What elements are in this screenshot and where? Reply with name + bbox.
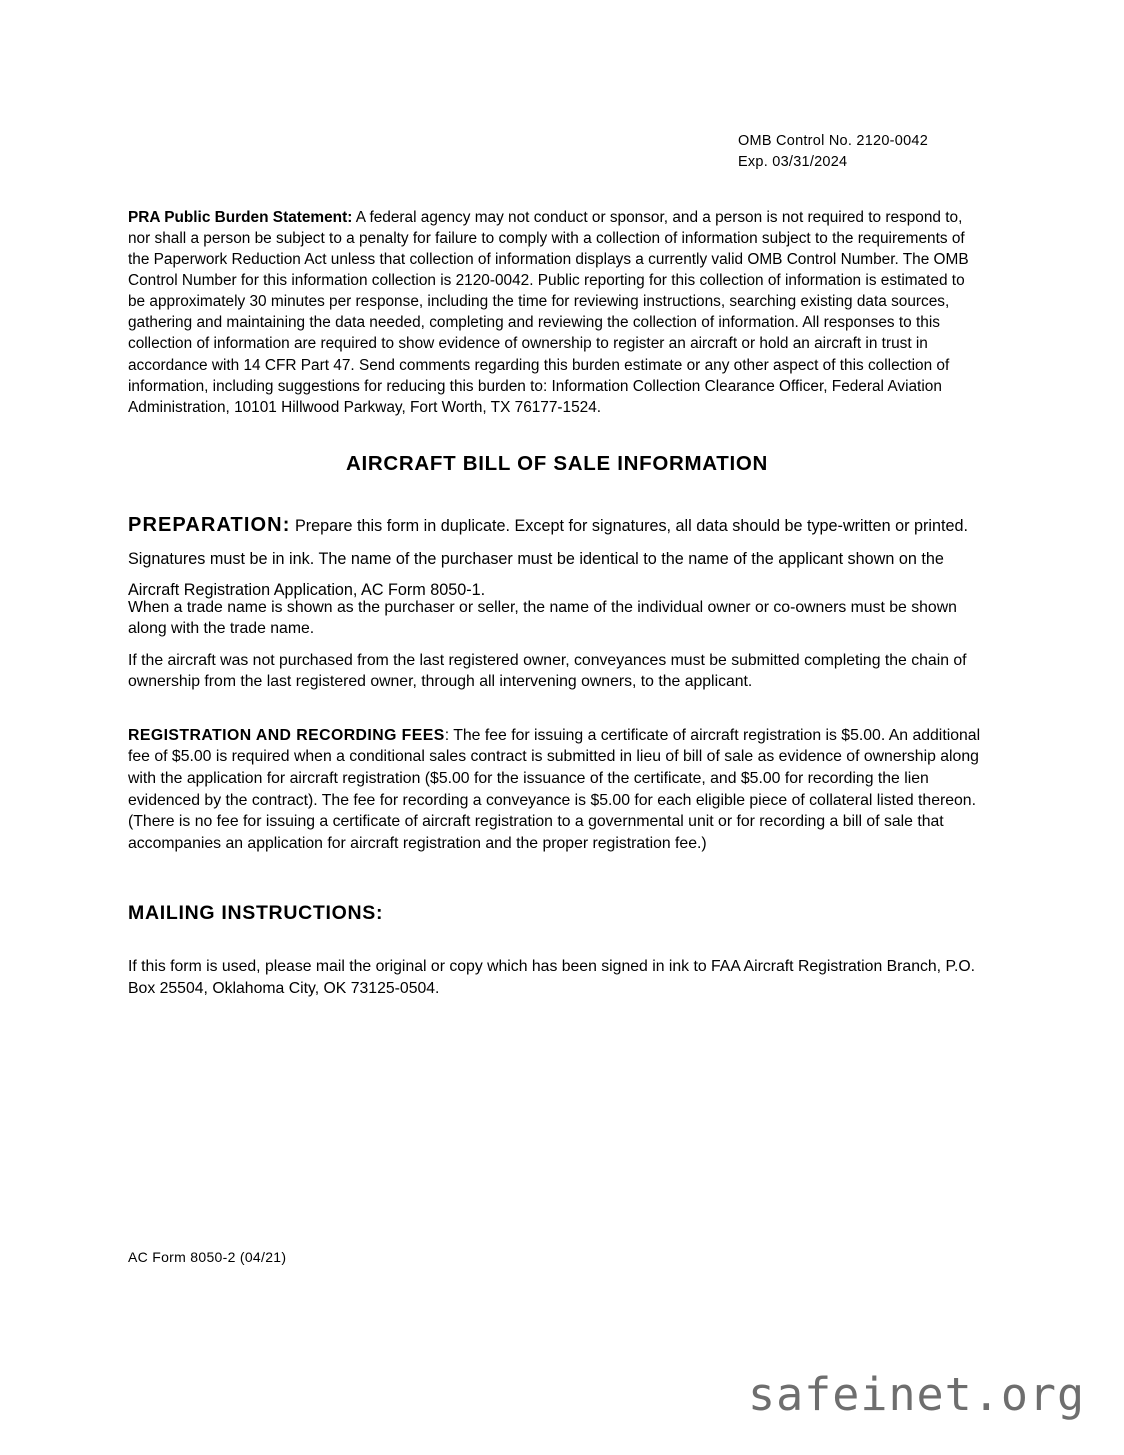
registration-fees-body: : The fee for issuing a certificate of aircraft registration is $5.00. An additional fee of $5.00 is required when a conditional sales contract is submitted in lieu of bill of sale as evidence of ownership along with the application for aircraft registration ($5.00 for the issuance of the certificate, and $5.00 for recording the lien evidenced by the contract). The fee for recording a conveyance is $5.00 for each eligible piece of collateral listed thereon. (There is no fee for issuing a certificate of aircraft registration to a governmental unit or for recording a bill of sale that accompanies an application for aircraft registration and the proper registration fee.): [128, 726, 981, 852]
omb-control-number: OMB Control No. 2120-0042: [738, 133, 929, 149]
site-watermark: safeinet.org: [748, 1368, 1086, 1421]
chain-of-ownership-paragraph: If the aircraft was not purchased from the last registered owner, conveyances must be submitted completing the chain of ownership from the last registered owner, through all intervening owners, to the applicant.: [128, 651, 967, 691]
pra-statement-body: A federal agency may not conduct or sponsor, and a person is not required to respond to, nor shall a person be subject to a penalty for failure to comply with a collection of information subject to the requirements of the Paperwork Reduction Act unless that collection of information displays a currently valid OMB Control Number. The OMB Control Number for this information collection is 2120-0042. Public reporting for this collection of information is estimated to be approximately 30 minutes per response, including the time for reviewing instructions, searching existing data sources, gathering and maintaining the data needed, completing and reviewing the collection of information. All responses to this collection of information are required to show evidence of ownership to register an aircraft or hold an aircraft in trust in accordance with 14 CFR Part 47. Send comments regarding this burden estimate or any other aspect of this collection of information, including suggestions for reducing this burden to: Information Collection Clearance Officer, Federal Aviation Administration, 10101 Hillwood Parkway, Fort Worth, TX 76177-1524.: [128, 209, 969, 416]
mailing-instructions-heading: MAILING INSTRUCTIONS:: [128, 902, 384, 925]
registration-fees-label: REGISTRATION AND RECORDING FEES: [128, 726, 445, 744]
omb-header: [738, 131, 928, 172]
preparation-paragraph: [128, 507, 986, 604]
mailing-instructions-paragraph: If this form is used, please mail the original or copy which has been signed in ink to FAA Aircraft Registration Branch, P.O. Box 25504, Oklahoma City, OK 73125-0504.: [128, 957, 976, 997]
trade-name-paragraph: When a trade name is shown as the purchaser or seller, the name of the individual owner or co-owners must be shown along with the trade name.: [128, 598, 957, 638]
pra-statement-label: PRA Public Burden Statement:: [128, 209, 353, 227]
preparation-body: Prepare this form in duplicate. Except for signatures, all data should be type-written or printed. Signatures must be in ink. The name of the purchaser must be identical to the name of the applicant shown on the Aircraft Registration Application, AC Form 8050-1.: [128, 517, 968, 599]
pra-burden-statement: [128, 207, 986, 417]
preparation-label: PREPARATION:: [128, 514, 291, 537]
page-title: AIRCRAFT BILL OF SALE INFORMATION: [345, 451, 769, 475]
omb-expiration-date: Exp. 03/31/2024: [738, 153, 848, 170]
registration-fees-paragraph: [128, 725, 986, 855]
form-number-footer: AC Form 8050-2 (04/21): [128, 1249, 287, 1265]
